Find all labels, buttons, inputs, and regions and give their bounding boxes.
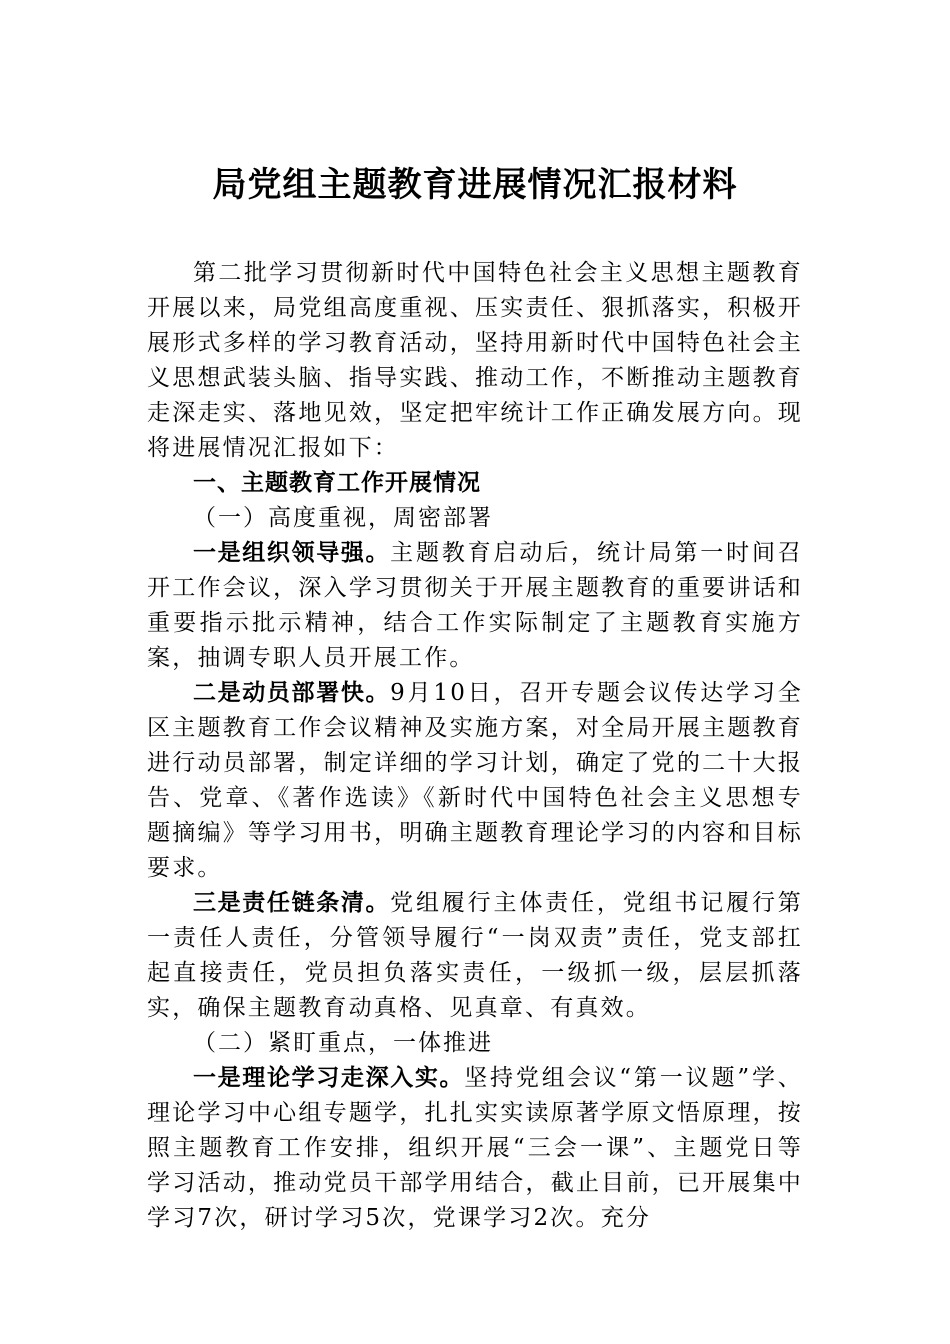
paragraph-item: [147, 886, 803, 1026]
paragraph-item: [147, 536, 803, 676]
paragraph-text: 9月10日，召开专题会议传达学习全区主题教育工作会议精神及实施方案，对全局开展主题教育进行动员部署，制定详细的学习计划，确定了党的二十大报告、党章、《著作选读》《新时代中国特色社会主义思想专题摘编》等学习用书，明确主题教育理论学习的内容和目标要求。: [147, 680, 803, 881]
subsection-heading-2: （二）紧盯重点，一体推进: [193, 1030, 493, 1056]
paragraph-lead: 二是动员部署快。: [193, 680, 391, 706]
paragraph-lead: 一是理论学习走深入实。: [193, 1065, 465, 1091]
document-body: [147, 256, 803, 1236]
document-title: 局党组主题教育进展情况汇报材料: [212, 165, 738, 205]
paragraph-lead: 一是组织领导强。: [193, 540, 391, 566]
paragraph-text: 主题教育启动后，统计局第一时间召开工作会议，深入学习贯彻关于开展主题教育的重要讲话和重要指示批示精神，结合工作实际制定了主题教育实施方案，抽调专职人员开展工作。: [147, 540, 804, 671]
subsection-heading-1: （一）高度重视，周密部署: [193, 505, 493, 531]
paragraph-lead: 三是责任链条清。: [193, 890, 391, 916]
paragraph-text: 党组履行主体责任，党组书记履行第一责任人责任，分管领导履行“一岗双责”责任，党支部扛起直接责任，党员担负落实责任，一级抓一级，层层抓落实，确保主题教育动真格、见真章、有真效。: [147, 890, 804, 1021]
paragraph-item: [147, 1061, 803, 1236]
paragraph-text: 坚持党组会议“第一议题”学、理论学习中心组专题学，扎扎实实读原著学原文悟原理，按照主题教育工作安排，组织开展“三会一课”、主题党日等学习活动，推动党员干部学用结合，截止目前，已开展集中学习7次，研讨学习5次，党课学习2次。充分: [147, 1065, 803, 1231]
intro-paragraph: 第二批学习贯彻新时代中国特色社会主义思想主题教育开展以来，局党组高度重视、压实责任、狠抓落实，积极开展形式多样的学习教育活动，坚持用新时代中国特色社会主义思想武装头脑、指导实践、推动工作，不断推动主题教育走深走实、落地见效，坚定把牢统计工作正确发展方向。现将进展情况汇报如下：: [147, 260, 803, 461]
section-heading-1: 一、主题教育工作开展情况: [193, 470, 481, 496]
paragraph-item: [147, 676, 803, 886]
